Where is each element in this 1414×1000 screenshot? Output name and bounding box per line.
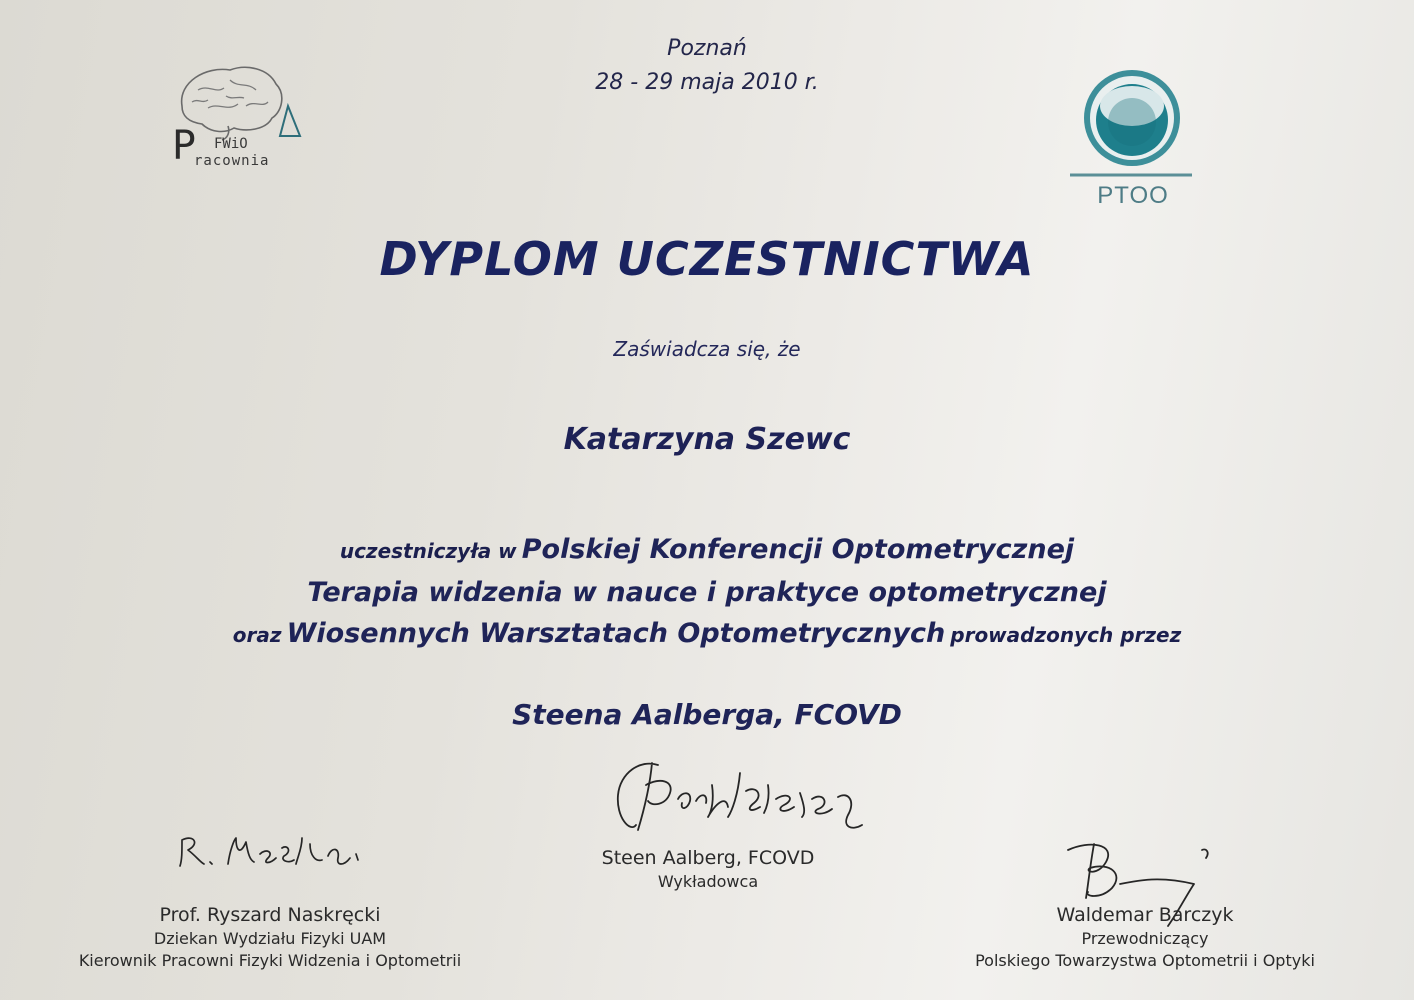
signature-right-role-2: Polskiego Towarzystwa Optometrii i Optyki xyxy=(975,951,1315,970)
signature-naskrecki-image xyxy=(170,826,370,876)
pracownia-logo-bottom-text: racownia xyxy=(194,153,270,169)
signature-center-block xyxy=(540,845,876,893)
ptoo-logo-label: PTOO xyxy=(1097,182,1169,209)
signature-center-role: Wykładowca xyxy=(657,872,759,891)
workshop-name: Wiosennych Warsztatach Optometrycznych xyxy=(286,618,946,649)
signature-right-role-1: Przewodniczący xyxy=(1081,929,1209,948)
body-line-3-suffix: prowadzonych przez xyxy=(950,623,1182,647)
signature-aalberg-image xyxy=(600,755,890,840)
body-line-1-prefix: uczestniczyła w xyxy=(339,539,517,563)
pracownia-logo xyxy=(168,60,318,175)
participant-name: Katarzyna Szewc xyxy=(563,422,851,457)
signature-left-role-1: Dziekan Wydziału Fizyki UAM xyxy=(153,929,387,948)
signature-left-name: Prof. Ryszard Naskręcki xyxy=(159,904,381,926)
ptoo-eye-icon xyxy=(1068,62,1198,182)
body-line-1 xyxy=(0,534,1414,565)
signature-left-role-2: Kierownik Pracowni Fizyki Widzenia i Optometrii xyxy=(78,951,462,970)
lecturer-name: Steena Aalberga, FCOVD xyxy=(512,698,902,731)
signature-left-block xyxy=(60,902,480,972)
date: 28 - 29 maja 2010 r. xyxy=(595,70,819,95)
conference-name: Polskiej Konferencji Optometrycznej xyxy=(521,534,1075,565)
city: Poznań xyxy=(667,36,747,61)
signature-right-block xyxy=(960,902,1330,972)
signature-right-name: Waldemar Barczyk xyxy=(1056,904,1234,926)
body-line-3 xyxy=(0,618,1414,649)
pracownia-logo-top-text: FWiO xyxy=(214,136,248,152)
signature-center-name: Steen Aalberg, FCOVD xyxy=(601,847,815,869)
conference-subtitle: Terapia widzenia w nauce i praktyce optometrycznej xyxy=(307,577,1107,608)
diploma-title: DYPLOM UCZESTNICTWA xyxy=(379,232,1035,286)
pracownia-logo-letter: P xyxy=(172,123,197,169)
ptoo-logo xyxy=(1068,62,1198,212)
intro-text: Zaświadcza się, że xyxy=(613,337,801,361)
body-line-3-prefix: oraz xyxy=(232,623,282,647)
